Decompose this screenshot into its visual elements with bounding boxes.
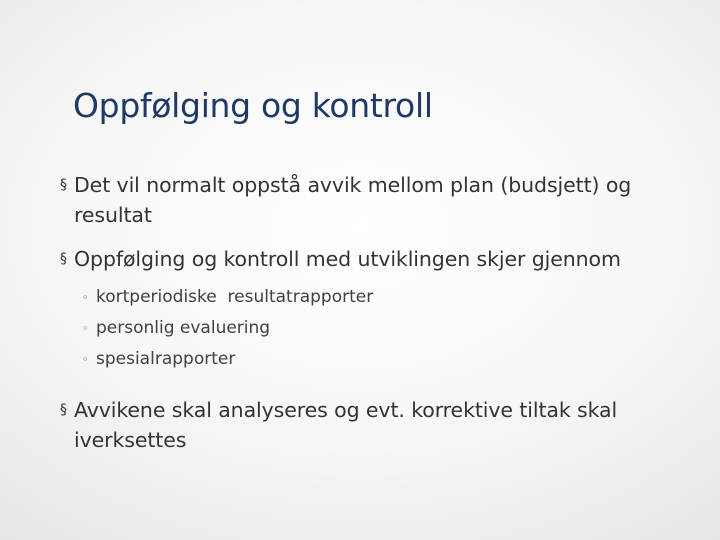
bullet-item xyxy=(60,395,700,455)
sub-bullet-item xyxy=(82,282,700,313)
bullet-item xyxy=(60,244,700,274)
sub-bullet-text: personlig evaluering xyxy=(96,318,271,338)
bullet-marker-icon: § xyxy=(60,177,67,193)
sub-bullet-item xyxy=(82,313,700,344)
bullet-text: Det vil normalt oppstå avvik mellom plan (budsjett) og resultat xyxy=(74,173,632,227)
sub-bullet-list xyxy=(60,282,700,375)
slide-title: Oppfølging og kontroll xyxy=(73,86,433,125)
bullet-marker-icon: § xyxy=(60,251,67,267)
circle-bullet-icon: ◦ xyxy=(82,322,89,335)
circle-bullet-icon: ◦ xyxy=(82,353,89,366)
slide-content xyxy=(60,170,700,455)
circle-bullet-icon: ◦ xyxy=(82,291,89,304)
bullet-item xyxy=(60,170,700,230)
bullet-marker-icon: § xyxy=(60,402,67,418)
bullet-text: Oppfølging og kontroll med utviklingen skjer gjennom xyxy=(74,247,621,271)
sub-bullet-text: kortperiodiske resultatrapporter xyxy=(96,287,374,307)
sub-bullet-text: spesialrapporter xyxy=(96,349,236,369)
bullet-text: Avvikene skal analyseres og evt. korrektive tiltak skal iverksettes xyxy=(74,398,618,452)
sub-bullet-item xyxy=(82,344,700,375)
